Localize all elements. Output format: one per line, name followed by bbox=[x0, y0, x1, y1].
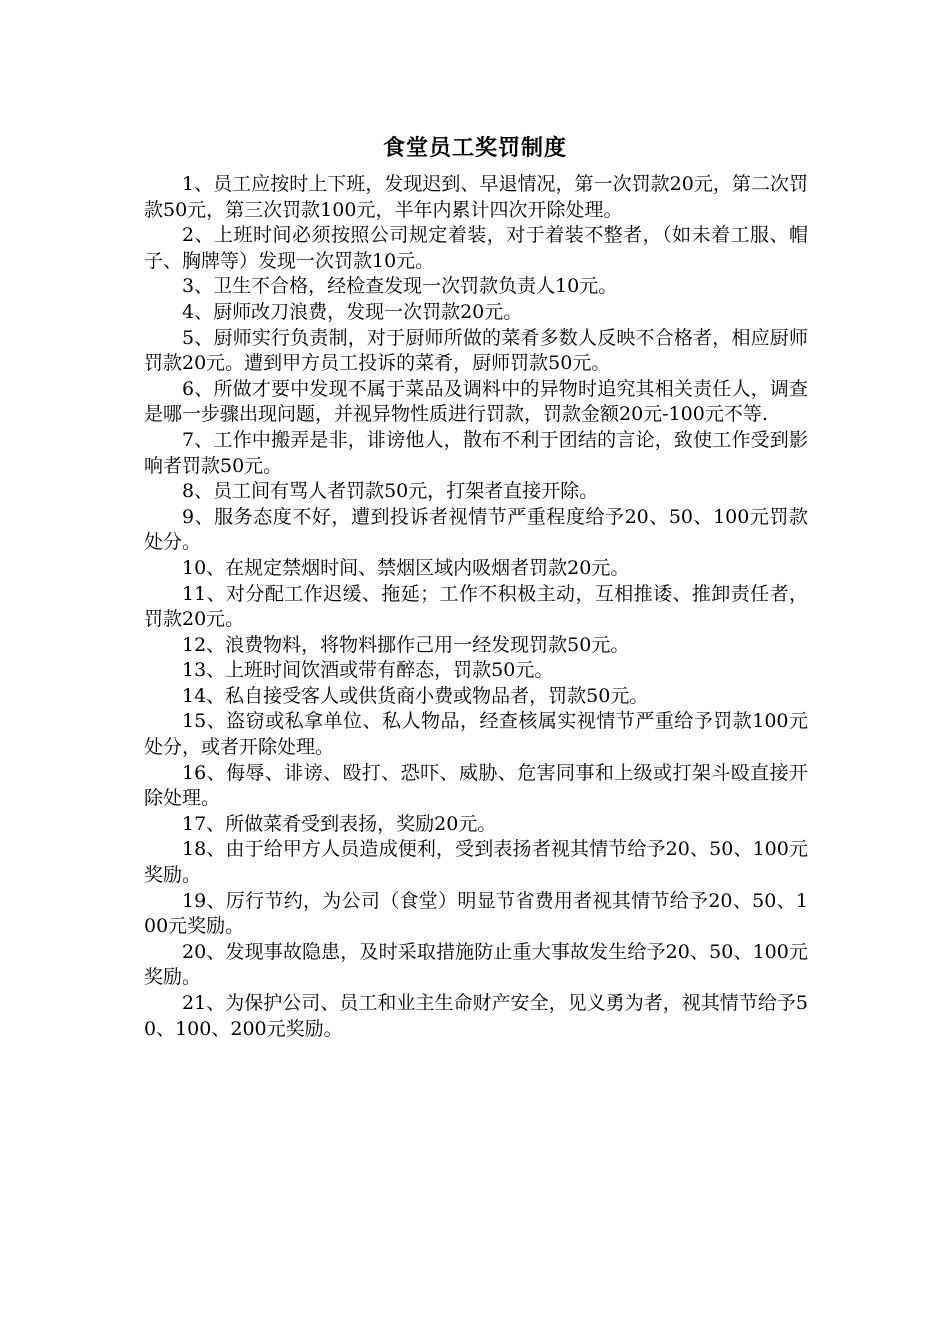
rule-item-17: 17、所做菜肴受到表扬，奖励20元。 bbox=[182, 812, 497, 835]
rule-item-8: 8、员工间有骂人者罚款50元，打架者直接开除。 bbox=[182, 480, 599, 503]
rule-item-19: 19、厉行节约，为公司（食堂）明显节省费用者视其情节给予20、50、100元奖励。 bbox=[144, 889, 808, 938]
rule-item-16: 16、侮辱、诽谤、殴打、恐吓、威胁、危害同事和上级或打架斗殴直接开除处理。 bbox=[144, 761, 808, 810]
rule-item-9: 9、服务态度不好，遭到投诉者视情节严重程度给予20、50、100元罚款处分。 bbox=[144, 505, 808, 554]
rule-item-21: 21、为保护公司、员工和业主生命财产安全，见义勇为者，视其情节给予50、100、200元奖励。 bbox=[144, 992, 808, 1040]
rule-item-2: 2、上班时间必须按照公司规定着装，对于着装不整者，（如未着工服、帽子、胸牌等）发现一次罚款10元。 bbox=[144, 224, 808, 272]
document-title: 食堂员工奖罚制度 bbox=[382, 136, 567, 161]
rule-item-15: 15、盗窃或私拿单位、私人物品，经查核属实视情节严重给予罚款100元处分，或者开除处理。 bbox=[144, 710, 808, 759]
rule-item-7: 7、工作中搬弄是非，诽谤他人，散布不利于团结的言论，致使工作受到影响者罚款50元。 bbox=[144, 428, 808, 477]
rule-item-4: 4、厨师改刀浪费，发现一次罚款20元。 bbox=[182, 300, 523, 323]
rules-list bbox=[144, 172, 808, 1042]
rule-item-14: 14、私自接受客人或供货商小费或物品者，罚款50元。 bbox=[182, 684, 649, 707]
rule-item-11: 11、对分配工作迟缓、拖延；工作不积极主动，互相推诿、推卸责任者，罚款20元。 bbox=[144, 582, 808, 631]
rule-item-10: 10、在规定禁烟时间、禁烟区域内吸烟者罚款20元。 bbox=[182, 556, 630, 579]
rule-item-6: 6、所做才要中发现不属于菜品及调料中的异物时追究其相关责任人，调查是哪一步骤出现问题，并视异物性质进行罚款，罚款金额20元-100元不等. bbox=[144, 377, 808, 426]
rule-item-3: 3、卫生不合格，经检查发现一次罚款负责人10元。 bbox=[182, 275, 618, 298]
rule-item-18: 18、由于给甲方人员造成便利，受到表扬者视其情节给予20、50、100元奖励。 bbox=[144, 838, 808, 887]
rule-item-1: 1、员工应按时上下班，发现迟到、早退情况，第一次罚款20元，第二次罚款50元，第三次罚款100元，半年内累计四次开除处理。 bbox=[144, 173, 808, 221]
rule-item-13: 13、上班时间饮酒或带有醉态，罚款50元。 bbox=[182, 659, 554, 682]
rule-item-5: 5、厨师实行负责制，对于厨师所做的菜肴多数人反映不合格者，相应厨师罚款20元。遭到甲方员工投诉的菜肴，厨师罚款50元。 bbox=[144, 326, 808, 375]
rule-item-12: 12、浪费物料，将物料挪作己用一经发现罚款50元。 bbox=[182, 633, 630, 656]
rule-item-20: 20、发现事故隐患，及时采取措施防止重大事故发生给予20、50、100元奖励。 bbox=[144, 940, 808, 989]
